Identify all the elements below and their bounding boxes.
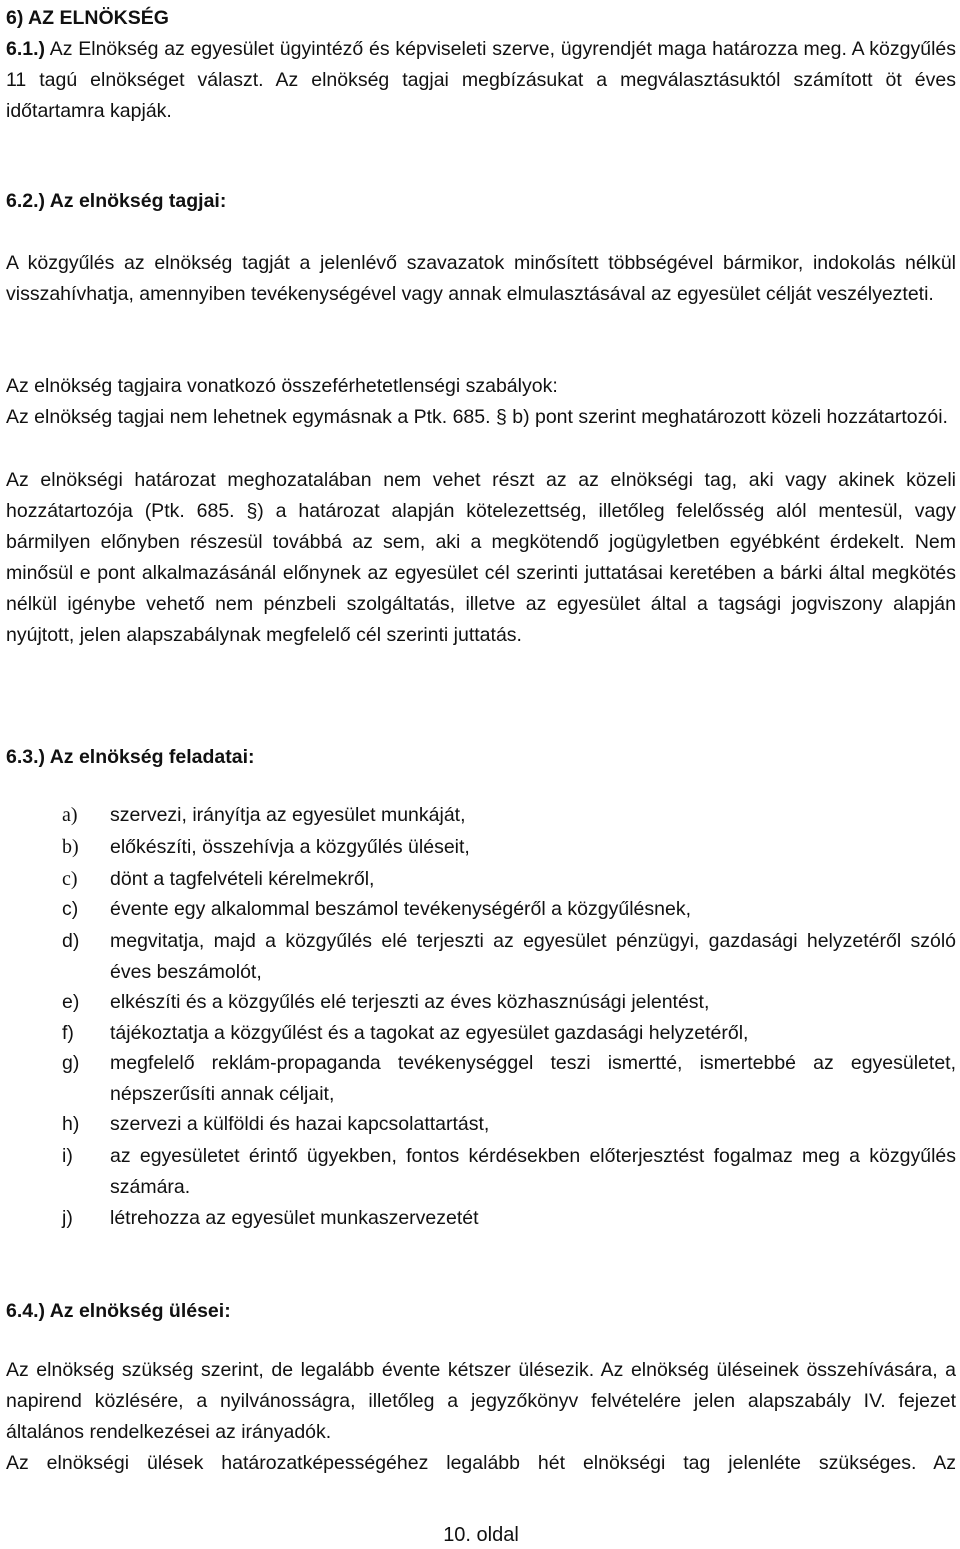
task-list-text: évente egy alkalommal beszámol tevékenységéről a közgyűlésnek,	[110, 898, 691, 920]
section-6-2-paragraph-3: Az elnökségi határozat meghozatalában nem vehet részt az az elnökségi tag, aki vagy akinek közeli hozzátartozója (Ptk. 685. §) a határozat alapján kötelezettség, illetőleg felelősség alól mentesül, vagy bármilyen előnyben részesül továbbá az sem, aki a megkötendő jogügyletben egyébként érdekelt. Nem minősül e pont alkalmazásánál előnynek az egyesület cél szerinti juttatásai keretében a bárki által megkötés nélkül igénybe vehető nem pénzbeli szolgáltatás, illetve az egyesület által a tagsági jogviszony alapján nyújtott, jelen alapszabálynak megfelelő cél szerinti juttatás.	[6, 469, 956, 646]
task-list-text: tájékoztatja a közgyűlést és a tagokat az egyesület gazdasági helyzetéről,	[110, 1022, 749, 1044]
task-list-marker: f)	[62, 1022, 74, 1044]
task-list-text: megfelelő reklám-propaganda tevékenységgel teszi ismertté, ismertebbé az egyesületet, népszerűsíti annak céljait,	[110, 1052, 956, 1105]
page-number: 10. oldal	[443, 1524, 519, 1546]
section-6-4-heading: 6.4.) Az elnökség ülései:	[6, 1300, 231, 1322]
task-list-marker: c)	[62, 868, 78, 890]
section-6-2-heading: 6.2.) Az elnökség tagjai:	[6, 190, 227, 212]
section-6-1	[6, 34, 956, 127]
task-list-marker: d)	[62, 930, 80, 952]
task-list-text: az egyesületet érintő ügyekben, fontos kérdésekben előterjesztést fogalmaz meg a közgyűlés számára.	[110, 1145, 956, 1198]
task-list-text: szervezi, irányítja az egyesület munkáját,	[110, 804, 466, 826]
task-list-text: elkészíti és a közgyűlés elé terjeszti az éves közhasznúsági jelentést,	[110, 991, 710, 1013]
section-6-2-paragraph-2-intro: Az elnökség tagjaira vonatkozó összeférhetetlenségi szabályok:	[6, 375, 558, 397]
task-list-text: megvitatja, majd a közgyűlés elé terjeszti az egyesület pénzügyi, gazdasági helyzetéről szóló éves beszámolót,	[110, 930, 956, 983]
task-list-marker: c)	[62, 898, 79, 920]
section-6-1-number: 6.1.)	[6, 38, 46, 60]
section-6-4-paragraph-1: Az elnökség szükség szerint, de legalább évente kétszer ülésezik. Az elnökség üléseinek összehívására, a napirend közlésére, a nyilvánosságra, illetőleg a jegyzőkönyv felvételére jelen alapszabály IV. fejezet általános rendelkezései az irányadók.	[6, 1359, 956, 1443]
section-6-4-paragraph-2: Az elnökségi ülések határozatképességéhez legalább hét elnökségi tag jelenléte szükséges. Az	[6, 1452, 956, 1474]
task-list-marker: h)	[62, 1113, 80, 1135]
document-page	[6, 0, 956, 1549]
task-list-text: létrehozza az egyesület munkaszervezetét	[110, 1207, 479, 1229]
task-list-marker: i)	[62, 1145, 73, 1167]
task-list-text: előkészíti, összehívja a közgyűlés üléseit,	[110, 836, 470, 858]
task-list-text: dönt a tagfelvételi kérelmekről,	[110, 868, 375, 890]
task-list-marker: j)	[62, 1207, 73, 1229]
task-list-marker: a)	[62, 804, 78, 826]
section-6-3-heading: 6.3.) Az elnökség feladatai:	[6, 746, 255, 768]
task-list-marker: e)	[62, 991, 80, 1013]
section-6-2-paragraph-2: Az elnökség tagjai nem lehetnek egymásnak a Ptk. 685. § b) pont szerint meghatározott közeli hozzátartozói.	[6, 406, 948, 428]
task-list-marker: g)	[62, 1052, 80, 1074]
section-6-2-paragraph-1: A közgyűlés az elnökség tagját a jelenlévő szavazatok minősített többségével bármikor, indokolás nélkül visszahívhatja, amennyiben tevékenységével vagy annak elmulasztásával az egyesület célját veszélyezteti.	[6, 252, 956, 305]
task-list-text: szervezi a külföldi és hazai kapcsolattartást,	[110, 1113, 490, 1135]
task-list-marker: b)	[62, 836, 79, 858]
section-heading: 6) AZ ELNÖKSÉG	[6, 7, 169, 29]
section-6-1-text: Az Elnökség az egyesület ügyintéző és képviseleti szerve, ügyrendjét maga határozza meg. A közgyűlés 11 tagú elnökséget választ. Az elnökség tagjai megbízásukat a megválasztásuktól számított öt éves időtartamra kapják.	[6, 38, 956, 122]
